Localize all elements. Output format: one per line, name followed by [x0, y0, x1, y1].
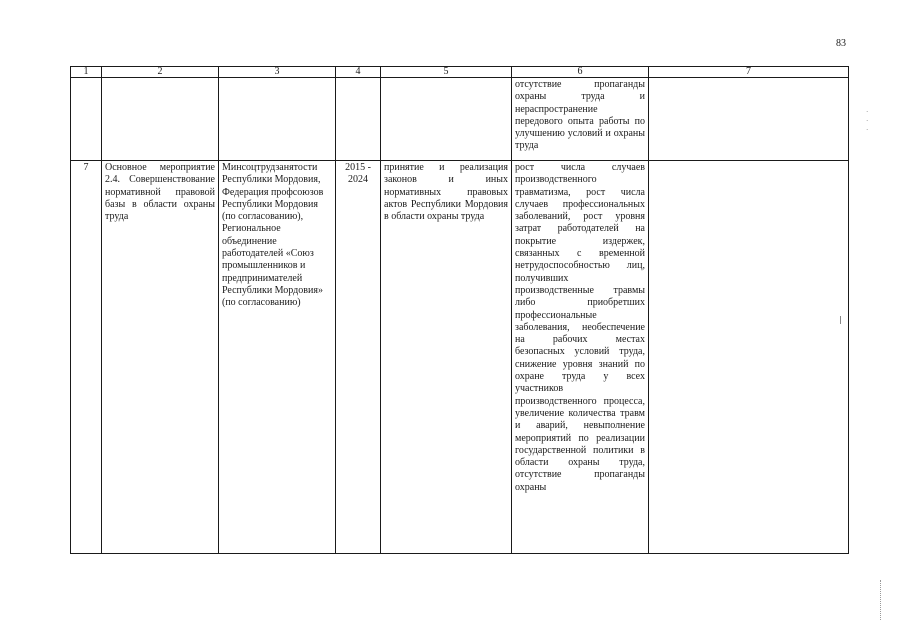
notes-cell — [649, 161, 849, 554]
table-cell — [219, 78, 336, 161]
scan-speck: · — [866, 108, 869, 116]
header-cell: 5 — [381, 67, 512, 78]
table-row — [71, 161, 849, 554]
period-cell: 2015 - 2024 — [336, 161, 381, 554]
table-cell — [102, 78, 219, 161]
scan-speck: · — [866, 117, 869, 125]
table-cell — [381, 78, 512, 161]
executor-cell: Минсоцтрудзанятости Республики Мордовия, Федерация профсоюзов Республики Мордовия (по согласованию), Региональное объединение работодателей «Союз промышленников и предпринимателей Республики Мордовия» (по согласованию) — [219, 161, 336, 554]
page-number: 83 — [836, 38, 846, 49]
continuation-row — [71, 78, 849, 161]
row-number-cell: 7 — [71, 161, 102, 554]
header-cell: 3 — [219, 67, 336, 78]
edge-scan-mark — [880, 580, 887, 620]
header-cell: 6 — [512, 67, 649, 78]
scan-speck: · — [866, 126, 869, 134]
header-cell: 2 — [102, 67, 219, 78]
table-cell — [336, 78, 381, 161]
table-cell — [71, 78, 102, 161]
measures-table — [70, 66, 849, 554]
table-cell — [649, 78, 849, 161]
header-cell: 7 — [649, 67, 849, 78]
consequences-cell: рост числа случаев производственного травматизма, рост числа случаев профессиональных заболеваний, рост уровня затрат работодателей на покрытие издержек, связанных с временной нетрудоспособностью лиц, получивших производственные травмы либо приобретших профессиональные заболевания, необеспечение на рабочих местах безопасных условий труда, снижение уровня знаний по охране труда у всех участников производственного процесса, увеличение количества травм и аварий, невыполнение мероприятий по реализации государственной политики в области охраны труда, отсутствие пропаганды охраны — [512, 161, 649, 554]
measures-cell: принятие и реализация законов и иных нормативных правовых актов Республики Мордовия в области охраны труда — [381, 161, 512, 554]
consequences-cell: отсутствие пропаганды охраны труда и нераспространение передового опыта работы по улучшению условий и охраны труда — [512, 78, 649, 161]
margin-tick-mark — [840, 316, 846, 324]
header-row — [71, 67, 849, 78]
margin-scan-mark — [866, 108, 874, 138]
header-cell: 1 — [71, 67, 102, 78]
measure-name-cell: Основное мероприятие 2.4. Совершенствование нормативной правовой базы в области охраны труда — [102, 161, 219, 554]
header-cell: 4 — [336, 67, 381, 78]
